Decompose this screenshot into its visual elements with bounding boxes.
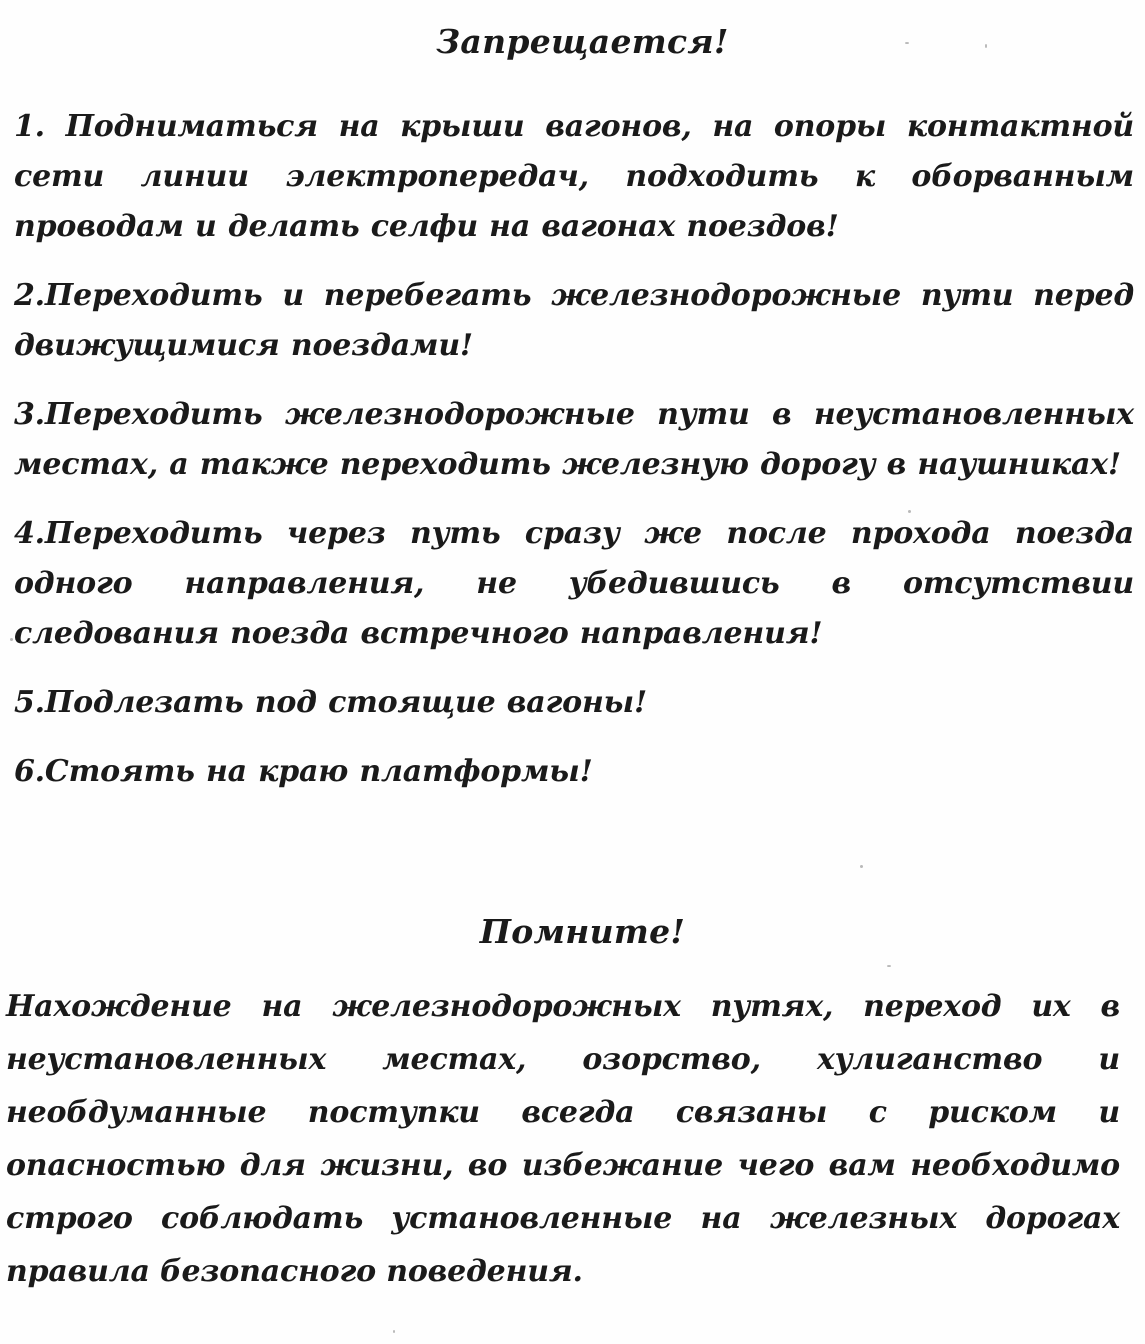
heading-remember: Помните! xyxy=(479,912,686,951)
scan-speck xyxy=(908,510,911,513)
scan-speck xyxy=(860,865,863,868)
scan-speck xyxy=(10,638,13,641)
rule-item-2: 2.Переходить и перебегать железнодорожные пути перед движущимися поездами! xyxy=(14,278,1134,363)
rule-item-3: 3.Переходить железнодорожные пути в неустановленных местах, а также переходить железную дорогу в наушниках! xyxy=(14,397,1134,482)
scan-speck xyxy=(887,965,891,967)
heading-forbidden: Запрещается! xyxy=(436,22,729,61)
scan-speck xyxy=(905,42,909,44)
rule-item-4: 4.Переходить через путь сразу же после прохода поезда одного направления, не убедившись в отсутствии следования поезда встречного направления! xyxy=(14,516,1134,651)
rule-item-1: 1. Подниматься на крыши вагонов, на опоры контактной сети линии электропередач, подходить к оборванным проводам и делать селфи на вагонах поездов! xyxy=(14,109,1134,244)
forbidden-rules-list xyxy=(14,102,1134,816)
scan-speck xyxy=(393,1330,395,1333)
rule-item-6: 6.Стоять на краю платформы! xyxy=(14,754,593,789)
rule-item-5: 5.Подлезать под стоящие вагоны! xyxy=(14,685,647,720)
remember-paragraph: Нахождение на железнодорожных путях, переход их в неустановленных местах, озорство, хулиганство и необдуманные поступки всегда связаны с риском и опасностью для жизни, во избежание чего вам необходимо строго соблюдать установленные на железных дорогах правила безопасного поведения. xyxy=(6,989,1120,1289)
scan-speck xyxy=(985,44,987,48)
